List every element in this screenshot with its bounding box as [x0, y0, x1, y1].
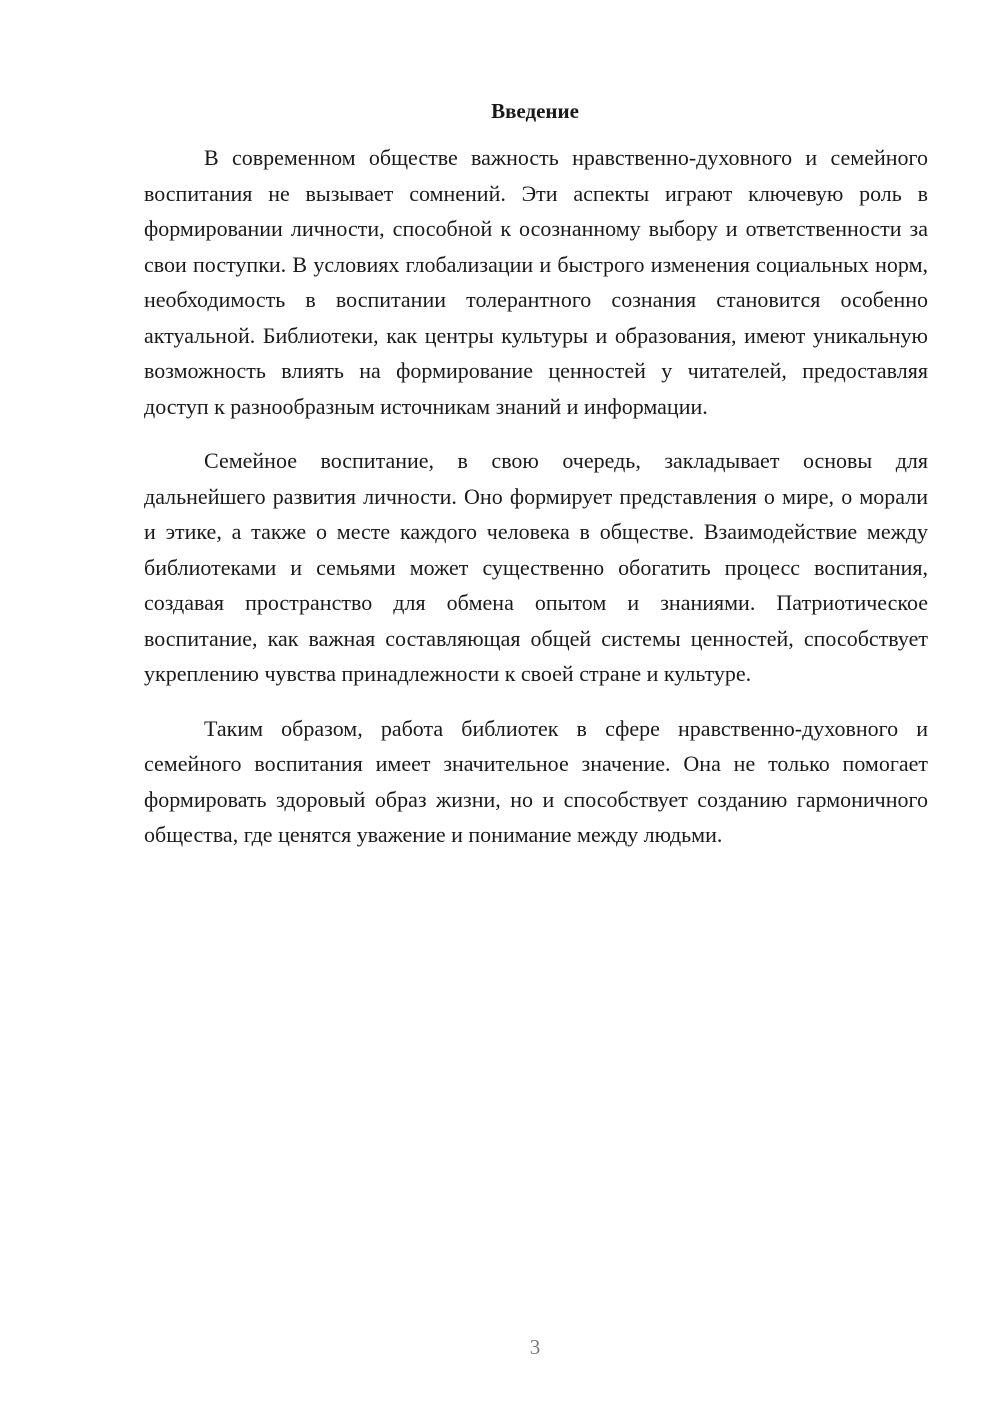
paragraph-1: В современном обществе важность нравственно-духовного и семейного воспитания не вызывает сомнений. Эти аспекты играют ключевую роль в формировании личности, способной к осознанному выбору и ответственности за свои поступки. В условиях глобализации и быстрого изменения социальных норм, необходимость в воспитании толерантного сознания становится особенно актуальной. Библиотеки, как центры культуры и образования, имеют уникальную возможность влиять на формирование ценностей у читателей, предоставляя доступ к разнообразным источникам знаний и информации. — [144, 145, 928, 419]
paragraph-3: Таким образом, работа библиотек в сфере нравственно-духовного и семейного воспитания имеет значительное значение. Она не только помогает формировать здоровый образ жизни, но и способствует созданию гармоничного общества, где ценятся уважение и понимание между людьми. — [144, 715, 928, 847]
section-title: Введение — [491, 99, 579, 123]
paragraph-2: Семейное воспитание, в свою очередь, закладывает основы для дальнейшего развития личности. Оно формирует представления о мире, о морали и этике, а также о месте каждого человека в обществе. Взаимодействие между библиотеками и семьями может существенно обогатить процесс воспитания, создавая пространство для обмена опытом и знаниями. Патриотическое воспитание, как важная составляющая общей системы ценностей, способствует укреплению чувства принадлежности к своей стране и культуре. — [144, 448, 928, 686]
body-text — [144, 140, 928, 853]
page-number: 3 — [529, 1335, 541, 1359]
